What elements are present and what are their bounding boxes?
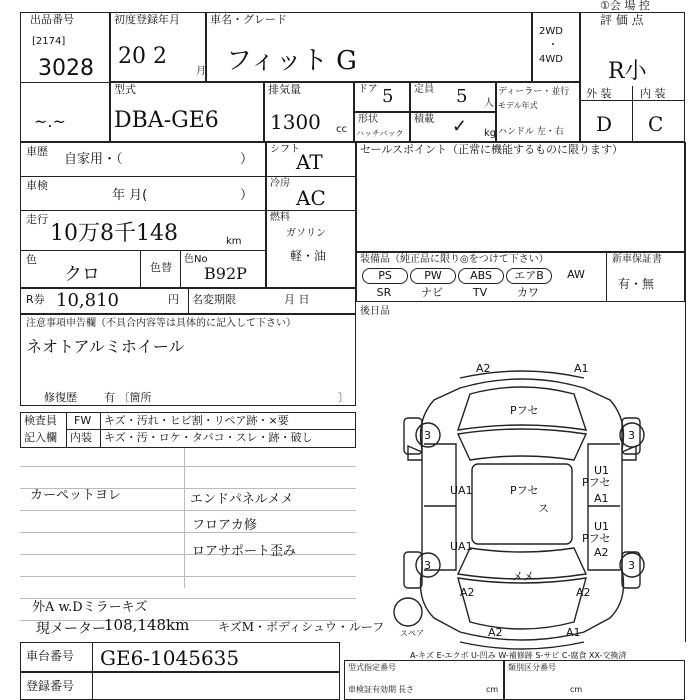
mark-tire-rr: 3 — [628, 559, 635, 572]
mark-rear-left-a2: A2 — [460, 586, 475, 599]
mileage-label: 走行 — [26, 213, 48, 226]
load-value: ✓ — [452, 116, 468, 137]
mark-tire-fl: 3 — [424, 429, 431, 442]
recycle-label: R券 — [26, 293, 45, 306]
fuel-gasoline: ガソリン — [286, 228, 326, 239]
equipment-item: カワ — [517, 286, 539, 299]
ruled-line — [20, 532, 356, 533]
recycle-value: 10,810 — [56, 290, 119, 311]
first-reg-value: 20 2 — [118, 44, 167, 69]
mark-right-a2: A2 — [594, 546, 609, 559]
handle-label: ハンドル 左・右 — [498, 127, 564, 137]
lot-label: 出品番号 — [30, 13, 74, 26]
inspector-label-2: 記入欄 — [24, 431, 57, 444]
seats-value: 5 — [456, 86, 468, 107]
inspector-fw: FW — [74, 414, 92, 427]
notes-title: 注意事項申告欄（不具合内容等は具体的に記入して下さい） — [26, 318, 296, 329]
shift-value: AT — [296, 150, 323, 174]
mark-right-a1: A1 — [594, 492, 609, 505]
remark-right-3: ロアサポート歪み — [192, 544, 297, 559]
meter-value: 108,148km — [104, 616, 190, 634]
length-unit: cm — [486, 685, 499, 694]
displacement-label: 排気量 — [268, 83, 301, 96]
inspector-split-1 — [66, 412, 67, 448]
inspector-interior: 内装 — [70, 431, 92, 444]
equipment-item: SR — [376, 286, 392, 299]
car-history-value: 自家用・（ — [64, 152, 123, 167]
mark-right-u1b: U1 — [594, 520, 610, 533]
lot-bracket: [2174] — [32, 36, 66, 47]
mark-bottom-a2: A2 — [488, 626, 503, 639]
color-value: クロ — [64, 264, 100, 285]
color-split-2 — [180, 250, 181, 288]
category-label: 類別区分番号 — [508, 663, 556, 672]
model-left-scrawl: ~.~ — [34, 112, 66, 131]
lot-divider — [20, 82, 110, 83]
sales-points-title: セールスポイント（正常に機能するものに限ります） — [360, 143, 624, 156]
later-items-label: 後日品 — [360, 306, 390, 317]
ext-label: 外 装 — [586, 87, 612, 100]
equipment-item: ABS — [458, 268, 504, 284]
registration-label: 登録番号 — [26, 679, 75, 693]
int-value: C — [648, 112, 664, 136]
remarks-split — [184, 448, 185, 588]
car-history-label: 車歴 — [26, 145, 48, 158]
mark-tire-rl: 3 — [424, 559, 431, 572]
equipment-item: エアB — [506, 268, 552, 284]
sales-points-box — [356, 142, 685, 252]
inspector-fw-items: キズ・汚れ・ヒビ割・リペア跡・×要 — [104, 414, 289, 427]
length-label: 長さ — [398, 685, 414, 694]
color-split-1 — [140, 250, 141, 288]
equipment-item: PS — [362, 268, 408, 284]
left-row-line-2 — [20, 210, 266, 211]
first-reg-month-unit: 月 — [196, 66, 206, 77]
mark-left-door-1: UA1 — [450, 484, 473, 497]
mileage-value: 10万8千148 — [50, 221, 178, 246]
drive-4wd: 4WD — [539, 54, 563, 65]
remark-right-1: エンドパネルメメ — [190, 492, 294, 507]
mark-left-door-2: UA1 — [450, 540, 473, 553]
fuel-label: 燃料 — [270, 212, 290, 223]
equipment-title: 装備品（純正品に限り◎をつけて下さい） — [360, 254, 549, 265]
damage-legend: A-キズ E-エクボ U-凹み W-補修跡 S-サビ C-腐食 XX-交換済 — [410, 651, 627, 660]
lot-number: 3028 — [38, 56, 94, 81]
shift-line — [266, 176, 356, 177]
ruled-line — [20, 466, 356, 467]
color-no-value: B92P — [204, 264, 247, 283]
drive-dot: ・ — [548, 40, 558, 51]
left-row-line-1 — [20, 176, 266, 177]
repair-label: 修復歴 — [44, 391, 77, 404]
ac-label: 冷房 — [270, 178, 290, 189]
inspector-split-2 — [100, 412, 101, 448]
mark-spare: スペア — [400, 629, 424, 638]
warranty-split — [606, 252, 607, 302]
right-panel-line — [685, 142, 686, 642]
fuel-diesel: 軽・油 — [290, 249, 327, 263]
ruled-line — [20, 510, 356, 511]
seats-label: 定員 — [414, 84, 434, 95]
warranty-label: 新車保証書 — [612, 254, 662, 265]
int-label: 内 装 — [640, 87, 666, 100]
remark-left-1: カーペットヨレ — [30, 488, 122, 503]
ruled-line — [20, 554, 356, 555]
ac-value: AC — [296, 186, 326, 210]
equipment-item: TV — [472, 286, 488, 299]
venue-label: ①会 場 控 — [600, 0, 650, 12]
inspection-label: 車検 — [26, 179, 48, 192]
car-history-close: ） — [240, 152, 254, 167]
warranty-value: 有・無 — [618, 277, 655, 291]
model-value: DBA-GE6 — [114, 108, 219, 133]
recycle-split — [188, 288, 189, 314]
repair-value: 有 〔箇所 — [104, 391, 152, 404]
mark-right-p: Pフセ — [582, 476, 611, 489]
grade-value: R小 — [608, 59, 647, 84]
ext-value: D — [596, 112, 613, 136]
dealer-label: ディーラー・並行 — [498, 87, 570, 97]
meter-label: 現メーター — [36, 621, 106, 637]
cert-label: 車検証有効期 — [348, 685, 396, 694]
mark-trunk: メメ — [512, 570, 534, 583]
grade-split — [632, 86, 633, 142]
model-year-label: モデル年式 — [498, 101, 538, 110]
car-damage-diagram — [360, 360, 685, 650]
name-change-value: 月 日 — [284, 293, 310, 306]
shape-label: 形状 — [358, 114, 378, 125]
mark-tire-fr: 3 — [628, 429, 635, 442]
equipment-item: PW — [410, 268, 456, 284]
mark-right-u1: U1 — [594, 464, 610, 477]
load-label: 積載 — [414, 114, 434, 125]
equipment-item: ナビ — [421, 286, 443, 299]
ruled-line — [20, 576, 356, 577]
mark-right-pb: Pフセ — [582, 532, 611, 545]
color-change-label: 色替 — [150, 261, 172, 274]
drive-2wd: 2WD — [539, 26, 563, 37]
name-grade-value: フィット G — [226, 46, 357, 76]
displacement-unit: cc — [336, 124, 347, 135]
first-reg-label: 初度登録年月 — [114, 13, 180, 26]
mark-roof: Pフセ — [510, 484, 539, 497]
recycle-yen: 円 — [168, 293, 179, 306]
repair-close: 〕 — [338, 391, 349, 404]
mark-roof-x: ス — [538, 502, 549, 515]
inspection-close: ） — [240, 188, 254, 203]
model-label: 型式 — [114, 83, 136, 96]
mark-bottom-a1: A1 — [566, 626, 581, 639]
doors-value: 5 — [382, 86, 394, 107]
remark-bottom-3: キズM・ボディシュウ・ルーフ — [218, 620, 385, 634]
remark-bottom-1: 外A w.Dミラーキズ — [32, 600, 148, 615]
chassis-value: GE6-1045635 — [100, 646, 240, 670]
remark-right-2: フロアカ修 — [192, 518, 257, 533]
seats-unit: 人 — [484, 98, 494, 109]
load-unit: kg — [484, 128, 497, 139]
type-cert-label: 型式指定番号 — [348, 663, 396, 672]
color-label: 色 — [26, 253, 37, 266]
shift-label: シフト — [270, 144, 300, 155]
inspector-label-1: 検査員 — [24, 414, 57, 427]
shape-value: ハッチバック — [356, 129, 404, 138]
name-grade-label: 車名・グレード — [210, 13, 287, 26]
mark-top-left: A2 — [476, 362, 491, 375]
name-change-label: 名変期限 — [192, 293, 236, 306]
inspector-mid-line — [66, 429, 356, 430]
mark-top-right: A1 — [574, 362, 589, 375]
left-row-line-3 — [20, 250, 266, 251]
grade-label: 評 価 点 — [600, 13, 644, 27]
notes-value: ネオトアルミホイール — [26, 337, 185, 356]
ac-line — [266, 210, 356, 211]
mark-rear-right-a2: A2 — [576, 586, 591, 599]
equipment-item: AW — [567, 268, 585, 281]
color-no-label: 色No — [184, 254, 208, 265]
doors-label: ドア — [358, 84, 378, 95]
inspection-value: 年 月( — [112, 188, 148, 203]
inspector-interior-items: キズ・汚・ロケ・タバコ・スレ・跡・破し — [104, 431, 313, 444]
width-unit: cm — [570, 685, 583, 694]
mileage-unit: km — [226, 236, 242, 247]
chassis-label: 車台番号 — [26, 649, 75, 663]
displacement-value: 1300 — [270, 110, 321, 134]
mark-hood: Pフセ — [510, 404, 539, 417]
